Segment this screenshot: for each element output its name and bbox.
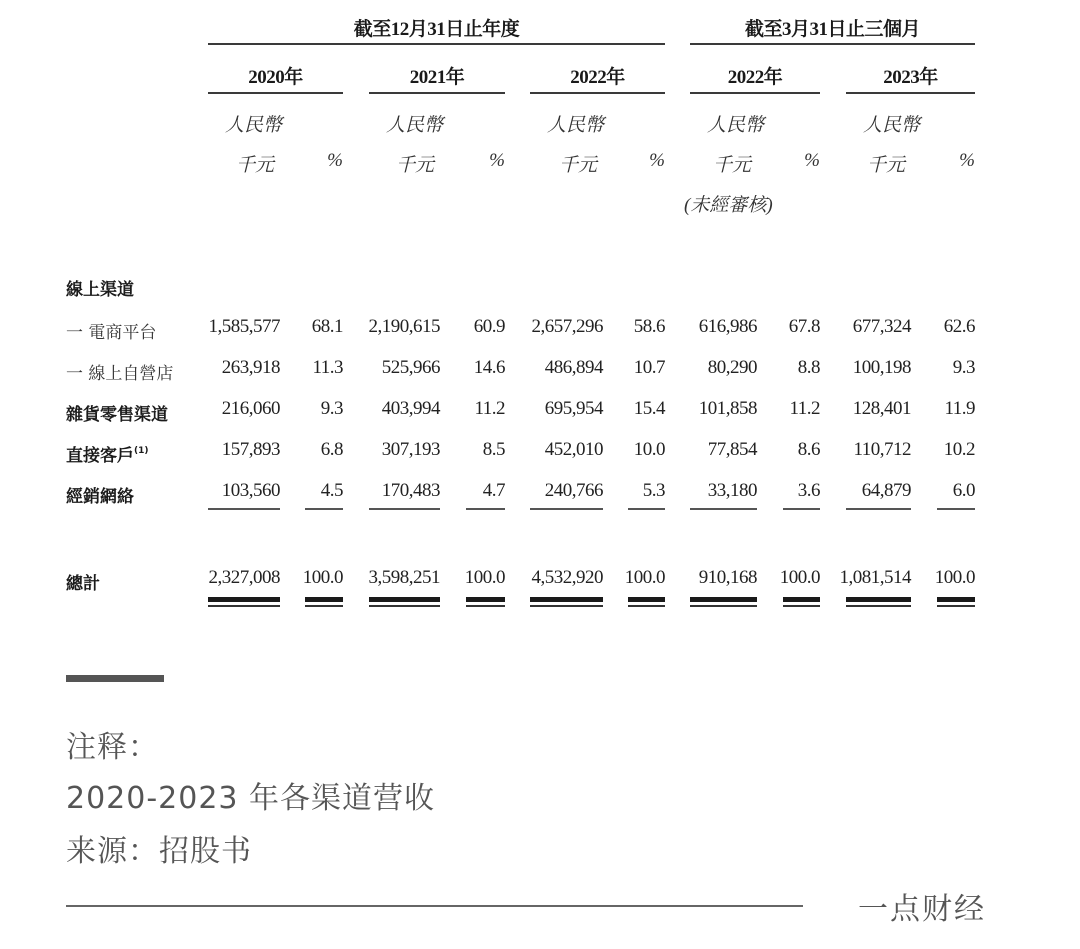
- total-percent-cell: 100.0: [464, 567, 505, 588]
- percent-cell: 62.6: [943, 316, 975, 337]
- year-header: 2023年: [883, 67, 938, 88]
- footer-rule: [66, 905, 803, 907]
- footnote-marker: (1): [134, 446, 149, 456]
- percent-label: %: [489, 150, 505, 171]
- total-double-rule: [208, 597, 280, 602]
- total-label: 總計: [66, 574, 100, 594]
- amount-cell: 2,190,615: [368, 316, 440, 337]
- total-double-rule: [530, 597, 603, 602]
- group-header: 截至3月31日止三個月: [744, 19, 920, 40]
- row-label-text: 經銷網絡: [66, 487, 134, 507]
- percent-cell: 68.1: [311, 316, 343, 337]
- currency-label: 人民幣: [225, 115, 283, 136]
- unit-label: 千元: [712, 155, 751, 176]
- percent-cell: 8.5: [482, 439, 505, 460]
- total-double-rule: [628, 605, 665, 607]
- percent-label: %: [804, 150, 820, 171]
- row-label: [66, 441, 149, 466]
- subtotal-rule: [369, 508, 440, 510]
- subtotal-rule: [846, 508, 911, 510]
- currency-label: 人民幣: [547, 115, 605, 136]
- amount-cell: 128,401: [852, 398, 911, 419]
- currency-label: 人民幣: [863, 115, 921, 136]
- amount-cell: 616,986: [698, 316, 757, 337]
- total-double-rule: [783, 605, 820, 607]
- percent-cell: 8.6: [797, 439, 820, 460]
- year-header: 2020年: [248, 67, 303, 88]
- amount-cell: 77,854: [707, 439, 757, 460]
- total-double-rule: [937, 605, 975, 607]
- percent-cell: 6.0: [952, 480, 975, 501]
- amount-cell: 101,858: [698, 398, 757, 419]
- total-double-rule: [628, 597, 665, 602]
- percent-label: %: [649, 150, 665, 171]
- percent-cell: 10.0: [633, 439, 665, 460]
- total-amount-cell: 4,532,920: [531, 567, 603, 588]
- amount-cell: 100,198: [852, 357, 911, 378]
- year-header: 2022年: [727, 67, 783, 88]
- subtotal-rule: [305, 508, 343, 510]
- percent-cell: 14.6: [473, 357, 505, 378]
- total-percent-cell: 100.0: [624, 567, 665, 588]
- total-amount-cell: 1,081,514: [839, 567, 911, 588]
- total-double-rule: [369, 605, 440, 607]
- amount-cell: 2,657,296: [531, 316, 603, 337]
- percent-cell: 11.3: [312, 357, 343, 378]
- percent-cell: 60.9: [473, 316, 505, 337]
- year-header-rule: [369, 92, 505, 94]
- year-header-rule: [846, 92, 975, 94]
- row-label-text: 雜貨零售渠道: [66, 405, 168, 425]
- brand-name: 一点财经: [858, 892, 986, 927]
- subtotal-rule: [628, 508, 665, 510]
- percent-cell: 9.3: [952, 357, 975, 378]
- group-header-rule: [208, 43, 665, 45]
- total-double-rule: [690, 597, 757, 602]
- percent-cell: 4.5: [320, 480, 343, 501]
- amount-cell: 170,483: [381, 480, 440, 501]
- amount-cell: 157,893: [221, 439, 280, 460]
- amount-cell: 33,180: [707, 480, 757, 501]
- percent-cell: 10.7: [633, 357, 665, 378]
- amount-cell: 103,560: [221, 480, 280, 501]
- total-amount-cell: 910,168: [698, 567, 757, 588]
- amount-cell: 263,918: [221, 357, 280, 378]
- total-double-rule: [369, 597, 440, 602]
- notes-source: 来源：招股书: [66, 834, 252, 869]
- amount-cell: 240,766: [544, 480, 603, 501]
- percent-cell: 58.6: [633, 316, 665, 337]
- total-double-rule: [783, 597, 820, 602]
- unaudited-note: (未經審核): [684, 195, 773, 216]
- total-double-rule: [208, 605, 280, 607]
- subtotal-rule: [208, 508, 280, 510]
- amount-cell: 525,966: [381, 357, 440, 378]
- percent-cell: 11.2: [474, 398, 505, 419]
- amount-cell: 486,894: [544, 357, 603, 378]
- total-double-rule: [530, 605, 603, 607]
- total-double-rule: [466, 597, 505, 602]
- percent-cell: 9.3: [320, 398, 343, 419]
- amount-cell: 1,585,577: [208, 316, 280, 337]
- subtotal-rule: [937, 508, 975, 510]
- amount-cell: 110,712: [853, 439, 911, 460]
- currency-label: 人民幣: [386, 115, 444, 136]
- amount-cell: 307,193: [381, 439, 440, 460]
- percent-label: %: [327, 150, 343, 171]
- total-percent-cell: 100.0: [934, 567, 975, 588]
- total-double-rule: [305, 597, 343, 602]
- total-double-rule: [466, 605, 505, 607]
- total-double-rule: [690, 605, 757, 607]
- subtotal-rule: [783, 508, 820, 510]
- percent-cell: 3.6: [797, 480, 820, 501]
- amount-cell: 403,994: [381, 398, 440, 419]
- amount-cell: 216,060: [221, 398, 280, 419]
- total-amount-cell: 2,327,008: [208, 567, 280, 588]
- amount-cell: 677,324: [852, 316, 911, 337]
- row-label: [66, 318, 156, 343]
- total-double-rule: [846, 597, 911, 602]
- total-percent-cell: 100.0: [302, 567, 343, 588]
- total-double-rule: [305, 605, 343, 607]
- row-label-text: 一 電商平台: [66, 323, 157, 343]
- group-header-rule: [690, 43, 975, 45]
- year-header-rule: [690, 92, 820, 94]
- amount-cell: 695,954: [544, 398, 603, 419]
- total-amount-cell: 3,598,251: [368, 567, 440, 588]
- percent-cell: 4.7: [482, 480, 505, 501]
- group-header: 截至12月31日止年度: [353, 19, 520, 40]
- percent-cell: 15.4: [633, 398, 665, 419]
- year-header-rule: [530, 92, 665, 94]
- total-double-rule: [846, 605, 911, 607]
- total-percent-cell: 100.0: [779, 567, 820, 588]
- amount-cell: 452,010: [544, 439, 603, 460]
- percent-cell: 67.8: [788, 316, 820, 337]
- percent-cell: 5.3: [642, 480, 665, 501]
- year-header: 2022年: [570, 67, 625, 88]
- row-label-text: 一 線上自營店: [66, 364, 174, 384]
- subtotal-rule: [690, 508, 757, 510]
- unit-label: 千元: [866, 155, 905, 176]
- percent-cell: 10.2: [943, 439, 975, 460]
- subtotal-rule: [530, 508, 603, 510]
- percent-cell: 11.2: [789, 398, 820, 419]
- unit-label: 千元: [395, 155, 434, 176]
- amount-cell: 80,290: [707, 357, 757, 378]
- notes-title: 注释：: [66, 730, 159, 765]
- accent-bar: [66, 675, 164, 682]
- percent-label: %: [959, 150, 975, 171]
- percent-cell: 11.9: [944, 398, 975, 419]
- notes-description: 2020-2023 年各渠道营收: [66, 781, 436, 816]
- total-double-rule: [937, 597, 975, 602]
- unit-label: 千元: [235, 155, 274, 176]
- year-header-rule: [208, 92, 343, 94]
- amount-cell: 64,879: [861, 480, 911, 501]
- subtotal-rule: [466, 508, 505, 510]
- year-header: 2021年: [409, 67, 465, 88]
- row-label-text: 直接客戶: [66, 446, 134, 466]
- percent-cell: 6.8: [320, 439, 343, 460]
- row-label: [66, 482, 134, 507]
- currency-label: 人民幣: [707, 115, 765, 136]
- percent-cell: 8.8: [797, 357, 820, 378]
- section-label-online: 線上渠道: [66, 280, 134, 300]
- unit-label: 千元: [558, 155, 597, 176]
